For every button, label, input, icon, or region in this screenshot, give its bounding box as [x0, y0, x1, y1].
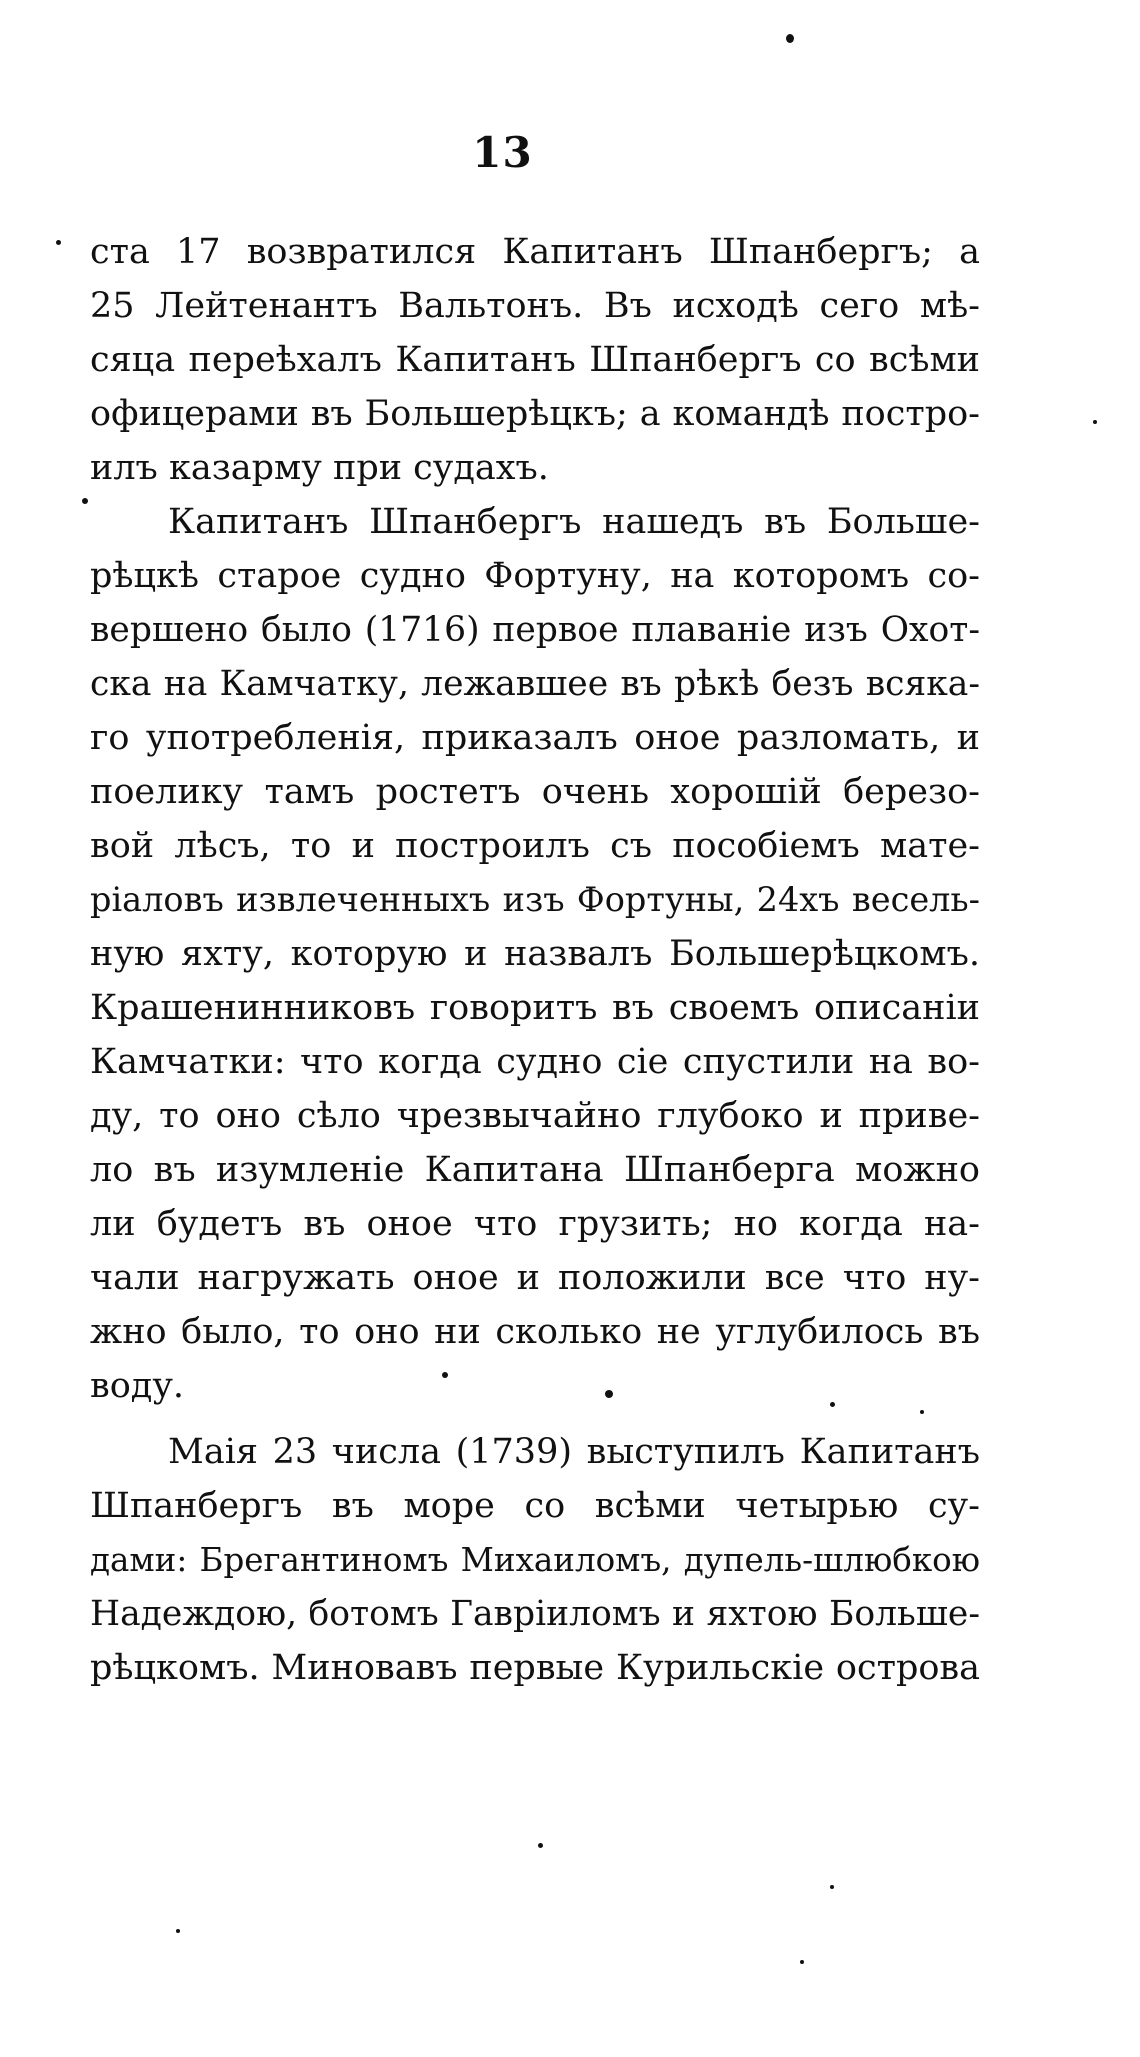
print-speck [56, 240, 61, 245]
text-line: илъ казарму при судахъ. [90, 448, 549, 488]
text-line: ріаловъ извлеченныхъ изъ Фортуны, 24хъ весель- [90, 880, 980, 919]
text-line: вершено было (1716) первое плаваніе изъ Охот- [90, 610, 980, 650]
print-speck [605, 1390, 613, 1398]
print-speck [1093, 420, 1097, 424]
text-line: 25 Лейтенантъ Вальтонъ. Въ исходѣ сего мѣ- [90, 286, 980, 326]
text-line: вой лѣсъ, то и построилъ съ пособіемъ мате- [90, 826, 980, 866]
text-line: ска на Камчатку, лежавшее въ рѣкѣ безъ всяка- [90, 664, 980, 704]
text-line: воду. [90, 1366, 185, 1406]
print-speck [538, 1843, 543, 1848]
paragraph-3 [90, 1425, 980, 1695]
main-text [90, 225, 980, 1413]
text-line: рѣцкѣ старое судно Фортуну, на которомъ со- [90, 556, 980, 596]
text-line: дами: Брегантиномъ Михаиломъ, дупель-шлюбкою [90, 1541, 980, 1579]
text-line: чали нагружать оное и положили все что ну- [90, 1258, 980, 1298]
print-speck [176, 1929, 180, 1933]
text-line: го употребленія, приказалъ оное разломать, и [90, 718, 980, 758]
text-line: Надеждою, ботомъ Гавріиломъ и яхтою Больше- [90, 1594, 980, 1634]
text-line: ду, то оно сѣло чрезвычайно глубоко и приве- [90, 1096, 980, 1136]
main-text-continued [90, 1425, 980, 1695]
text-line: ли будетъ въ оное что грузить; но когда на- [90, 1204, 980, 1244]
text-line: Шпанбергъ въ море со всѣми четырью су- [90, 1486, 980, 1526]
text-line: Капитанъ Шпанбергъ нашедъ въ Большe- [168, 502, 980, 542]
print-speck [920, 1410, 924, 1414]
text-line: Крашенинниковъ говоритъ въ своемъ описаніи [90, 988, 980, 1028]
print-speck [786, 34, 794, 43]
text-line: ста 17 возвратился Капитанъ Шпанбергъ; а [90, 232, 980, 272]
print-speck [830, 1885, 834, 1889]
text-line: Камчатки: что когда судно сіе спустили на во- [90, 1042, 980, 1082]
text-line: офицерами въ Большерѣцкъ; а командѣ постро- [90, 394, 980, 434]
text-line: сяца переѣхалъ Капитанъ Шпанбергъ со всѣми [90, 340, 980, 380]
page-number: 13 [472, 128, 533, 177]
print-speck [800, 1960, 804, 1964]
paragraph-1 [90, 225, 980, 495]
print-speck [442, 1372, 448, 1378]
text-line: поелику тамъ ростетъ очень хорошій березо- [90, 772, 980, 812]
text-line: жно было, то оно ни сколько не углубилось въ [90, 1312, 980, 1352]
text-line: ло въ изумленіе Капитана Шпанберга можно [90, 1150, 980, 1190]
text-line: Маія 23 числа (1739) выступилъ Капитанъ [168, 1432, 980, 1472]
text-line: рѣцкомъ. Миновавъ первые Курильскіе острова [90, 1648, 980, 1688]
paragraph-2 [90, 495, 980, 1413]
text-line: ную яхту, которую и назвалъ Большерѣцкомъ. [90, 934, 980, 974]
print-speck [830, 1402, 835, 1407]
print-speck [82, 498, 88, 504]
